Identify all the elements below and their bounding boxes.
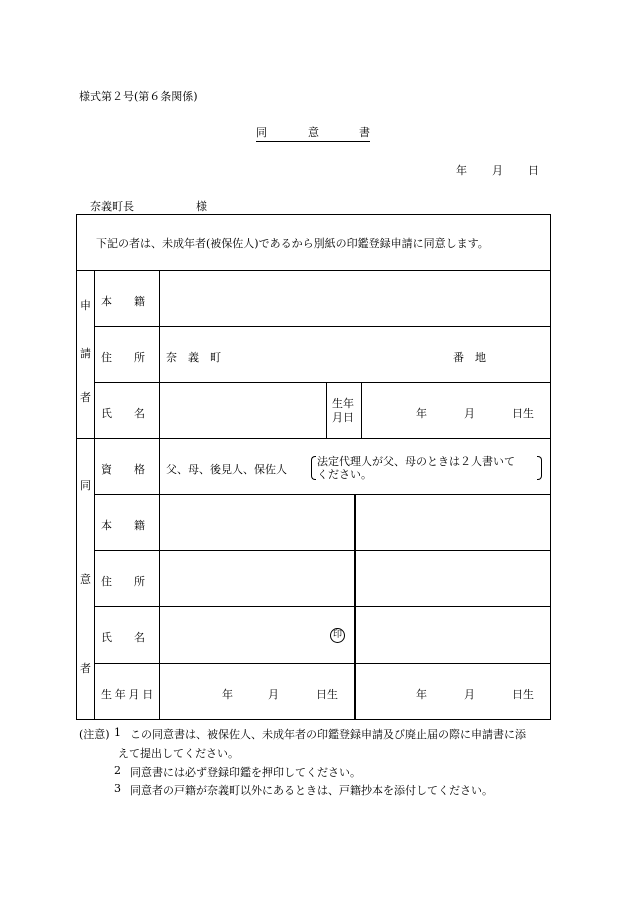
consenter1-birth-month: 月 <box>268 688 279 701</box>
consenter2-honseki-field[interactable] <box>357 495 549 549</box>
note-bracket-left <box>311 456 316 480</box>
consenter-qualification-label: 資 格 <box>101 463 145 476</box>
consenter1-honseki-field[interactable] <box>160 495 353 549</box>
consenter2-name-field[interactable] <box>357 607 549 662</box>
note-bracket-right <box>537 456 542 480</box>
consenter1-address-field[interactable] <box>160 551 353 605</box>
consent-statement: 下記の者は、未成年者(被保佐人)であるから別紙の印鑑登録申請に同意します。 <box>96 237 489 250</box>
date-day-label: 日 <box>528 164 539 177</box>
qualification-note-line2: ください。 <box>317 468 372 481</box>
consenter2-birth-year: 年 <box>416 688 427 701</box>
consenter1-birth-day: 日生 <box>316 688 338 701</box>
applicant-honseki-label: 本 籍 <box>101 295 145 308</box>
applicant-address-banchi: 番 地 <box>453 351 486 364</box>
consenter-qualification-note <box>317 455 515 481</box>
consenter-honseki-label: 本 籍 <box>101 519 145 532</box>
applicant-address-label: 住 所 <box>101 351 145 364</box>
note-1-number: 1 <box>114 726 121 739</box>
consenter1-birth-year: 年 <box>222 688 233 701</box>
note-1-line2: えて提出してください。 <box>118 747 239 760</box>
applicant-group-char-2: 請 <box>80 347 91 360</box>
addressee: 奈義町長 <box>90 200 134 213</box>
applicant-birth-label-line1: 生年 <box>332 397 354 410</box>
notes-prefix: (注意) <box>79 728 110 741</box>
title-char-1: 同 <box>256 126 267 139</box>
consenter2-birth-day: 日生 <box>512 688 534 701</box>
consenter2-address-field[interactable] <box>357 551 549 605</box>
consenter-name-label: 氏 名 <box>101 631 145 644</box>
note-3-line1: 同意者の戸籍が奈義町以外にあるときは、戸籍抄本を添付してください。 <box>130 784 493 797</box>
form-number: 様式第２号(第６条関係) <box>79 90 198 103</box>
applicant-name-label: 氏 名 <box>101 407 145 420</box>
applicant-birth-year: 年 <box>416 407 427 420</box>
consenter2-birth-month: 月 <box>464 688 475 701</box>
applicant-birth-month: 月 <box>464 407 475 420</box>
consenter-group-char-1: 同 <box>80 479 91 492</box>
applicant-group-char-1: 申 <box>80 299 91 312</box>
applicant-honseki-field[interactable] <box>160 271 549 325</box>
addressee-suffix: 様 <box>196 200 207 213</box>
applicant-address-town: 奈 義 町 <box>166 351 221 364</box>
note-2-number: 2 <box>114 764 121 777</box>
consenter-group-char-3: 者 <box>80 662 91 675</box>
applicant-birth-label <box>332 397 354 425</box>
note-3-number: 3 <box>114 782 121 795</box>
consenter-address-label: 住 所 <box>101 575 145 588</box>
applicant-birth-day: 日生 <box>512 407 534 420</box>
note-2-line1: 同意書には必ず登録印鑑を押印してください。 <box>130 766 361 779</box>
applicant-birth-label-line2: 月日 <box>332 411 354 424</box>
seal-mark-icon: 印 <box>330 628 345 643</box>
consenter-birth-label: 生年月日 <box>101 688 156 701</box>
applicant-group-char-3: 者 <box>80 391 91 404</box>
note-1-line1: この同意書は、被保佐人、未成年者の印鑑登録申請及び廃止届の際に申請書に添 <box>130 728 526 741</box>
consenter-group-char-2: 意 <box>80 573 91 586</box>
qualification-note-line1: 法定代理人が父、母のときは２人書いて <box>317 455 515 468</box>
date-month-label: 月 <box>492 164 503 177</box>
date-year-label: 年 <box>456 164 467 177</box>
title-char-2: 意 <box>308 126 319 139</box>
consenter1-name-field[interactable] <box>160 607 353 662</box>
applicant-name-field[interactable] <box>160 383 325 437</box>
consenter-qualification-value: 父、母、後見人、保佐人 <box>166 463 287 476</box>
title-char-3: 書 <box>359 126 370 139</box>
document-title <box>256 124 370 142</box>
